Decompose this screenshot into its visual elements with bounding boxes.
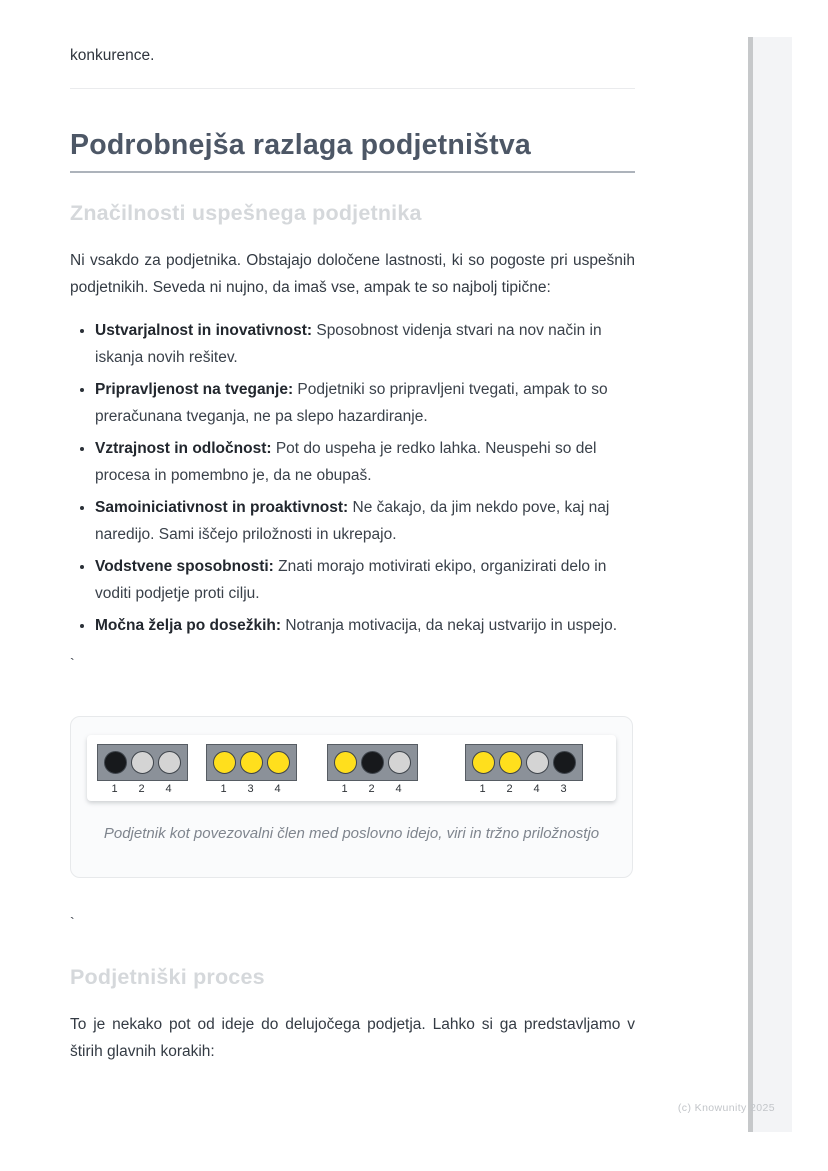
gray-light-circle bbox=[158, 751, 181, 774]
light-label: 2 bbox=[368, 783, 375, 795]
figure-card bbox=[70, 716, 633, 878]
bullet-text: Podjetniki so pripravljeni tvegati, ampak to so preračunana tveganja, ne pa slepo hazardiranje. bbox=[95, 381, 608, 425]
black-light-circle bbox=[104, 751, 127, 774]
bullet-text: Znati morajo motivirati ekipo, organizirati delo in voditi podjetje proti cilju. bbox=[95, 558, 607, 602]
light-group bbox=[465, 744, 583, 795]
traits-intro-paragraph: Ni vsakdo za podjetnika. Obstajajo določene lastnosti, ki so pogoste pri uspešnih podjetnikih. Seveda ni nujno, da imaš vse, ampak te so najbolj tipične: bbox=[70, 252, 635, 296]
leading-fragment-text: konkurence. bbox=[70, 47, 155, 64]
bullet-text: Sposobnost videnja stvari na nov način in iskanja novih rešitev. bbox=[95, 322, 602, 366]
stray-backtick: ` bbox=[70, 914, 75, 930]
bullet-text: Pot do uspeha je redko lahka. Neuspehi so del procesa in pomembno je, da ne obupaš. bbox=[95, 440, 597, 484]
light-group bbox=[97, 744, 188, 795]
yellow-light-circle bbox=[213, 751, 236, 774]
bullet-lead: Vodstvene sposobnosti: bbox=[95, 558, 274, 575]
list-item bbox=[95, 494, 635, 548]
light-label: 1 bbox=[111, 783, 118, 795]
yellow-light-circle bbox=[499, 751, 522, 774]
gray-light-circle bbox=[388, 751, 411, 774]
copyright-note: (c) Knowunity 2025 bbox=[677, 1102, 775, 1114]
bullet-lead: Ustvarjalnost in inovativnost: bbox=[95, 322, 313, 339]
bullet-text: Notranja motivacija, da nekaj ustvarijo in uspejo. bbox=[281, 617, 618, 634]
yellow-light-circle bbox=[267, 751, 290, 774]
list-item bbox=[95, 317, 635, 371]
light-label: 4 bbox=[165, 783, 172, 795]
light-labels bbox=[97, 783, 188, 795]
process-intro-paragraph: To je nekako pot od ideje do delujočega podjetja. Lahko si ga predstavljamo v štirih glavnih korakih: bbox=[70, 1016, 635, 1060]
bullet-lead: Pripravljenost na tveganje: bbox=[95, 381, 294, 398]
light-label: 1 bbox=[341, 783, 348, 795]
light-labels bbox=[465, 783, 583, 795]
list-item bbox=[95, 612, 635, 639]
list-item bbox=[95, 553, 635, 607]
traits-list bbox=[70, 317, 635, 639]
light-label: 4 bbox=[274, 783, 281, 795]
yellow-light-circle bbox=[240, 751, 263, 774]
black-light-circle bbox=[361, 751, 384, 774]
light-labels bbox=[327, 783, 418, 795]
light-label: 1 bbox=[220, 783, 227, 795]
light-box bbox=[465, 744, 583, 781]
light-group bbox=[206, 744, 297, 795]
page-title: Podrobnejša razlaga podjetništva bbox=[70, 129, 531, 161]
gray-light-circle bbox=[131, 751, 154, 774]
bullet-text: Ne čakajo, da jim nekdo pove, kaj naj naredijo. Sami iščejo priložnosti in ukrepajo. bbox=[95, 499, 610, 543]
light-box bbox=[97, 744, 188, 781]
next-page-edge bbox=[748, 37, 792, 1132]
light-group bbox=[327, 744, 418, 795]
yellow-light-circle bbox=[472, 751, 495, 774]
subheading-traits: Značilnosti uspešnega podjetnika bbox=[70, 201, 422, 225]
light-label: 2 bbox=[506, 783, 513, 795]
list-item bbox=[95, 435, 635, 489]
figure-lights bbox=[87, 735, 616, 801]
light-label: 3 bbox=[560, 783, 567, 795]
bullet-lead: Močna želja po dosežkih: bbox=[95, 617, 282, 634]
bullet-lead: Samoiniciativnost in proaktivnost: bbox=[95, 499, 349, 516]
black-light-circle bbox=[553, 751, 576, 774]
light-label: 1 bbox=[479, 783, 486, 795]
gray-light-circle bbox=[526, 751, 549, 774]
light-box bbox=[327, 744, 418, 781]
light-label: 4 bbox=[533, 783, 540, 795]
light-labels bbox=[206, 783, 297, 795]
bullet-lead: Vztrajnost in odločnost: bbox=[95, 440, 272, 457]
subheading-process: Podjetniški proces bbox=[70, 965, 265, 989]
figure-caption: Podjetnik kot povezovalni člen med poslovno idejo, viri in tržno priložnostjo bbox=[103, 825, 600, 842]
section-divider bbox=[70, 88, 635, 89]
document-page bbox=[70, 0, 635, 1065]
yellow-light-circle bbox=[334, 751, 357, 774]
light-box bbox=[206, 744, 297, 781]
light-label: 3 bbox=[247, 783, 254, 795]
light-label: 2 bbox=[138, 783, 145, 795]
list-item bbox=[95, 376, 635, 430]
title-underline bbox=[70, 171, 635, 173]
stray-backtick: ` bbox=[70, 655, 75, 671]
light-label: 4 bbox=[395, 783, 402, 795]
